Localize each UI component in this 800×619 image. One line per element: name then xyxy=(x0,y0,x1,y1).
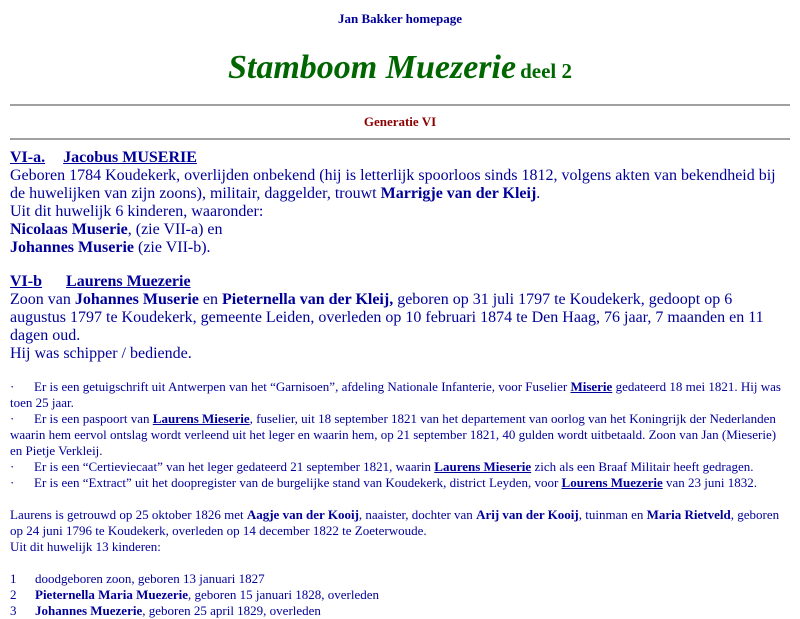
list-item-text: Er is een “Certieviecaat” van het leger gedateerd 21 september 1821, waarin xyxy=(34,459,435,474)
list-item-text: van 23 juni 1832. xyxy=(662,475,758,490)
list-item xyxy=(10,379,790,411)
list-item xyxy=(10,459,790,475)
generation-heading: Generatie VI xyxy=(363,114,437,129)
section-vi-a-bio xyxy=(10,167,790,203)
child-number: 3 xyxy=(10,603,17,618)
document-list xyxy=(10,379,790,491)
person-link[interactable]: Laurens Mieserie xyxy=(434,459,532,474)
bullet-icon: · xyxy=(10,411,15,426)
bullet-icon: · xyxy=(10,379,15,394)
marriage-text-part: , naaister, dochter van xyxy=(358,507,477,522)
section-vi-b xyxy=(10,273,790,363)
list-item-text: Er is een paspoort van xyxy=(34,411,153,426)
person-link[interactable]: Lourens Muezerie xyxy=(561,475,663,490)
list-item-text: , fuselier, uit 18 september 1821 van het departement van oorlog van het Koningrijk der Nederlanden waarin hem eervol ontslag wordt verleend uit het leger en waarin hem, op 21 september 1821, 40 gulden wordt uitbetaald. Zoon van Jan (Mieserie) en Pietje Verkleij. xyxy=(10,411,777,458)
child-name: Pieternella Maria Muezerie xyxy=(35,587,189,602)
child-details: , geboren 15 januari 1828, overleden xyxy=(188,587,379,602)
child-row xyxy=(10,587,790,603)
wife-mother-name: Maria Rietveld xyxy=(646,507,731,522)
bio-text: en xyxy=(198,291,222,308)
child-number: 2 xyxy=(10,587,17,602)
page-title-main: Stamboom Muezerie xyxy=(228,49,517,86)
children-intro: Uit dit huwelijk 13 kinderen: xyxy=(10,539,161,554)
child-name: Nicolaas Muserie xyxy=(10,221,128,238)
bio-text-end: . xyxy=(536,185,541,202)
mother-name: Pieternella van der Kleij, xyxy=(221,291,394,308)
section-person-name: Jacobus MUSERIE xyxy=(63,149,197,166)
bullet-icon: · xyxy=(10,475,15,490)
child-ref: , (zie VII-a) en xyxy=(127,221,223,238)
bio-text: Zoon van xyxy=(10,291,75,308)
child-row xyxy=(10,603,790,619)
children-intro: Uit dit huwelijk 6 kinderen, waaronder: xyxy=(10,203,264,220)
marriage-text xyxy=(10,507,790,539)
list-item-text: Er is een “Extract” uit het doopregister van de burgelijke stand van Koudekerk, district Leyden, voor xyxy=(34,475,562,490)
child-name: Johannes Muserie xyxy=(10,239,134,256)
divider-generation xyxy=(10,138,790,140)
bio-text: Geboren 1784 Koudekerk, overlijden onbekend (hij is letterlijk spoorloos sinds 1812, volgens akten van bekendheid bij de huwelijken van zijn zoons), militair, daggelder, trouwt xyxy=(10,167,776,202)
marriage-paragraph xyxy=(10,507,790,555)
wife-father-name: Arij van der Kooij xyxy=(476,507,579,522)
wife-name: Aagje van der Kooij xyxy=(246,507,359,522)
list-item xyxy=(10,411,790,459)
homepage-label: Jan Bakker homepage xyxy=(338,11,462,26)
child-ref: (zie VII-b). xyxy=(134,239,211,256)
occupation: Hij was schipper / bediende. xyxy=(10,345,192,362)
section-vi-a xyxy=(10,149,790,257)
child-number: 1 xyxy=(10,571,17,586)
list-item-text: gedateerd 18 mei 1821. Hij was toen 25 jaar. xyxy=(10,379,781,410)
marriage-text-part: Laurens is getrouwd op 25 oktober 1826 met xyxy=(10,507,247,522)
page-title xyxy=(10,48,790,88)
spouse-name: Marrigje van der Kleij xyxy=(380,185,537,202)
section-vi-a-heading xyxy=(10,149,790,167)
section-code: VI-a. xyxy=(10,149,46,166)
child-line xyxy=(10,239,790,257)
marriage-text-part: , tuinman en xyxy=(578,507,647,522)
list-item-text: zich als een Braaf Militair heeft gedragen. xyxy=(531,459,754,474)
list-item-text: Er is een getuigschrift uit Antwerpen van het “Garnisoen”, afdeling Nationale Infanterie, voor Fuselier xyxy=(34,379,571,394)
page-title-suffix: deel 2 xyxy=(520,59,572,83)
child-name: Johannes Muezerie xyxy=(35,603,143,618)
section-vi-b-heading xyxy=(10,273,790,291)
child-line xyxy=(10,221,790,239)
bullet-icon: · xyxy=(10,459,15,474)
child-row xyxy=(10,571,790,587)
bio-text: geboren op 31 juli 1797 te Koudekerk, gedoopt op 6 augustus 1797 te Koudekerk, gemeente Leiden, overleden op 10 februari 1874 te Den Haag, 76 jaar, 7 maanden en 11 dagen oud. xyxy=(10,291,764,344)
section-vi-b-bio xyxy=(10,291,790,345)
person-link[interactable]: Miserie xyxy=(570,379,613,394)
list-item xyxy=(10,475,790,491)
child-details: , geboren 25 april 1829, overleden xyxy=(142,603,321,618)
marriage-text-part: , geboren op 24 juni 1796 te Koudekerk, overleden op 14 december 1822 te Zoeterwoude. xyxy=(10,507,780,538)
section-person-name: Laurens Muezerie xyxy=(66,273,191,290)
children-list xyxy=(10,571,790,619)
section-code: VI-b xyxy=(10,273,43,290)
father-name: Johannes Muserie xyxy=(74,291,199,308)
child-details: doodgeboren zoon, geboren 13 januari 1827 xyxy=(35,571,265,586)
person-link[interactable]: Laurens Mieserie xyxy=(152,411,250,426)
